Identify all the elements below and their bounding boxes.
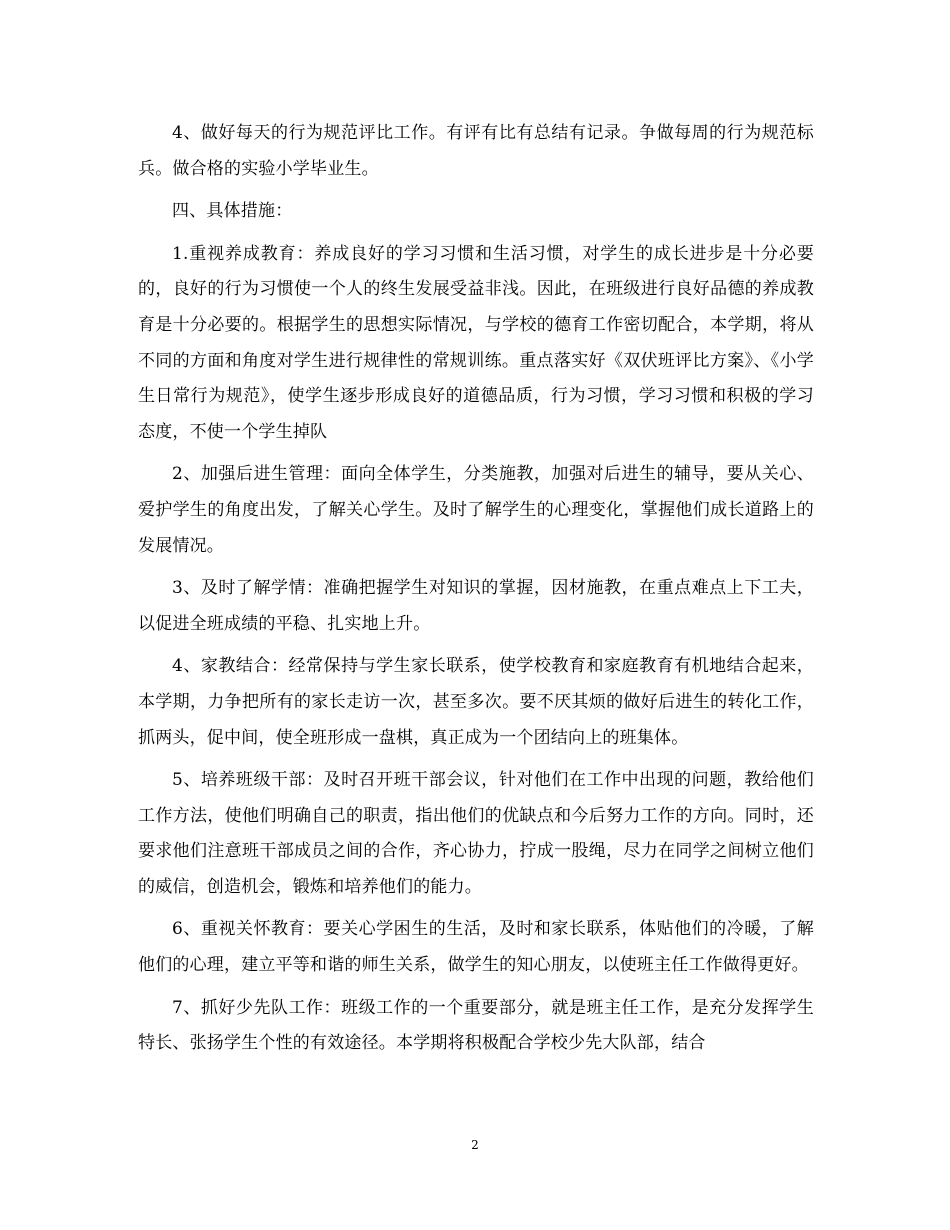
paragraph-habit-education: 1.重视养成教育：养成良好的学习习惯和生活习惯，对学生的成长进步是十分必要的，良好的行为习惯使一个人的终生发展受益非浅。因此，在班级进行良好品德的养成教育是十分必要的。根据学生的思想实际情况，与学校的德育工作密切配合，本学期，将从不同的方面和角度对学生进行规律性的常规训练。重点落实好《双伏班评比方案》、《小学生日常行为规范》，使学生逐步形成良好的道德品质，行为习惯，学习习惯和积极的学习态度，不使一个学生掉队	[138, 243, 814, 442]
paragraph-struggling-students: 2、加强后进生管理：面向全体学生，分类施教，加强对后进生的辅导，要从关心、爱护学生的角度出发，了解关心学生。及时了解学生的心理变化，掌握他们成长道路上的发展情况。	[138, 464, 814, 556]
paragraph-home-school: 4、家教结合：经常保持与学生家长联系，使学校教育和家庭教育有机地结合起来，本学期，力争把所有的家长走访一次，甚至多次。要不厌其烦的做好后进生的转化工作，抓两头，促中间，使全班形成一盘棋，真正成为一个团结向上的班集体。	[138, 656, 814, 748]
paragraph-item-4-daily-norms: 4、做好每天的行为规范评比工作。有评有比有总结有记录。争做每周的行为规范标兵。做合格的实验小学毕业生。	[138, 123, 814, 179]
paragraph-care-education: 6、重视关怀教育：要关心学困生的生活，及时和家长联系，体贴他们的冷暖，了解他们的心理，建立平等和谐的师生关系，做学生的知心朋友，以使班主任工作做得更好。	[138, 919, 814, 976]
paragraph-class-cadres: 5、培养班级干部：及时召开班干部会议，针对他们在工作中出现的问题，教给他们工作方法，使他们明确自己的职责，指出他们的优缺点和今后努力工作的方向。同时，还要求他们注意班干部成员之间的合作，齐心协力，拧成一股绳，尽力在同学之间树立他们的威信，创造机会，锻炼和培养他们的能力。	[138, 770, 814, 897]
paragraph-young-pioneers: 7、抓好少先队工作：班级工作的一个重要部分，就是班主任工作，是充分发挥学生特长、张扬学生个性的有效途径。本学期将积极配合学校少先大队部，结合	[138, 997, 814, 1054]
section-heading-measures: 四、具体措施：	[172, 201, 293, 222]
page-number: 2	[471, 1138, 479, 1152]
document-body	[138, 116, 814, 1069]
paragraph-learning-status: 3、及时了解学情：准确把握学生对知识的掌握，因材施教，在重点难点上下工夫，以促进全班成绩的平稳、扎实地上升。	[138, 578, 814, 634]
